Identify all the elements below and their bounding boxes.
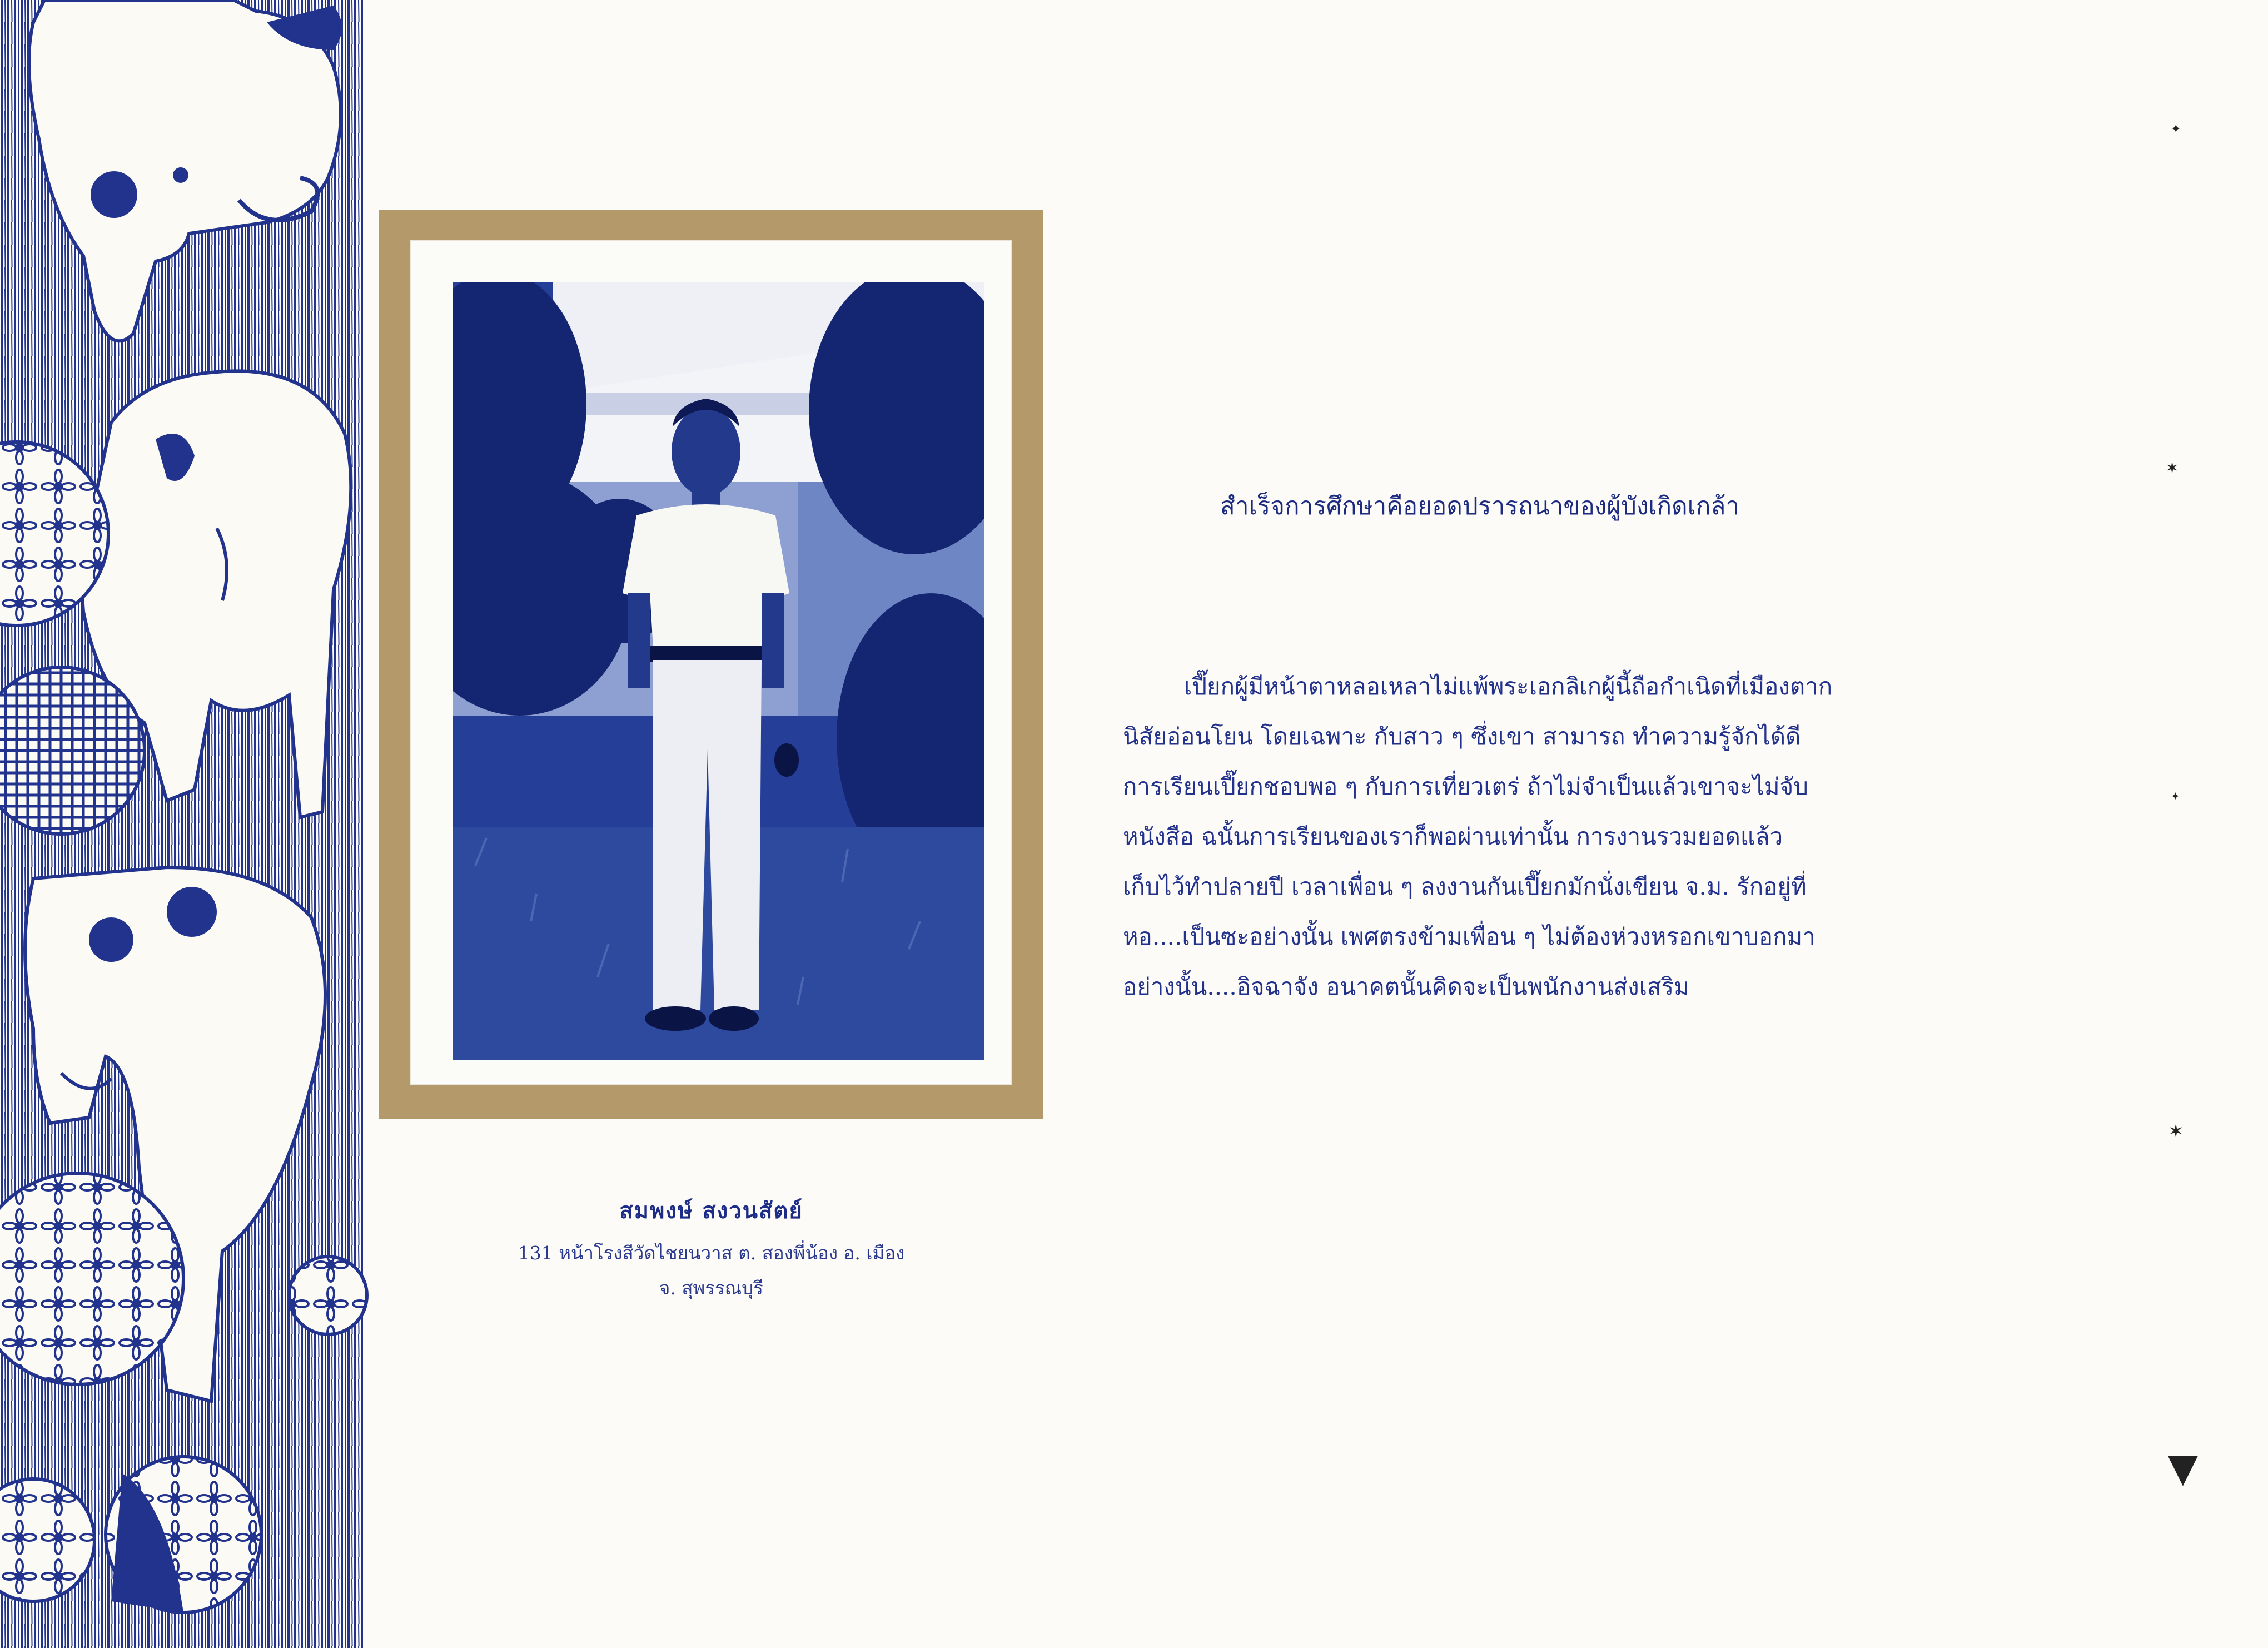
article-heading: สำเร็จการศึกษาคือยอดปรารถนาของผู้บังเกิดเกล้า — [1220, 492, 1740, 520]
student-address: 131 หน้าโรงสีวัดไชยนวาส ต. สองพี่น้อง อ. เมือง — [518, 1242, 905, 1264]
photo-frame — [379, 210, 1043, 1119]
hole-punch-mark: ✦ — [2171, 122, 2181, 136]
photo-print-border — [410, 240, 1012, 1085]
student-province: จ. สุพรรณบุรี — [659, 1277, 763, 1299]
article-line: หนังสือ ฉนั้นการเรียนของเราก็พอผ่านเท่านั้น การงานรวมยอดแล้ว — [1123, 823, 1783, 850]
article-body — [1123, 662, 1901, 1012]
article-line: เก็บไว้ทำปลายปี เวลาเพื่อน ๆ ลงงานกันเปี๊ยกมักนั่งเขียน จ.ม. รักอยู่ที่ — [1123, 873, 1807, 900]
decorative-cattle-illustration — [0, 0, 375, 1648]
article-line: การเรียนเปี๊ยกชอบพอ ๆ กับการเที่ยวเตร่ ถ้าไม่จำเป็นแล้วเขาจะไม่จับ — [1123, 773, 1808, 800]
student-name: สมพงษ์ สงวนสัตย์ — [619, 1198, 803, 1224]
hole-punch-mark: ✶ — [2165, 459, 2180, 478]
hole-punch-mark: ✦ — [2171, 790, 2180, 803]
student-portrait-photo — [453, 282, 984, 1060]
article-line: นิสัยอ่อนโยน โดยเฉพาะ กับสาว ๆ ซึ่งเขา สามารถ ทำความรู้จักได้ดี — [1123, 723, 1801, 750]
article-line: หอ....เป็นซะอย่างนั้น เพศตรงข้ามเพื่อน ๆ ไม่ต้องห่วงหรอกเขาบอกมา — [1123, 923, 1816, 950]
article-line: เปี๊ยกผู้มีหน้าตาหลอเหลาไม่แพ้พระเอกลิเกผู้นี้ถือกำเนิดที่เมืองตาก — [1184, 673, 1833, 700]
triangle-down-icon: ▼ — [2168, 1445, 2198, 1491]
photo-caption — [379, 1193, 1043, 1303]
article-line: อย่างนั้น....อิจฉาจัง อนาคตนั้นคิดจะเป็นพนักงานส่งเสริม — [1123, 973, 1689, 1000]
hole-punch-mark: ✶ — [2168, 1120, 2184, 1143]
